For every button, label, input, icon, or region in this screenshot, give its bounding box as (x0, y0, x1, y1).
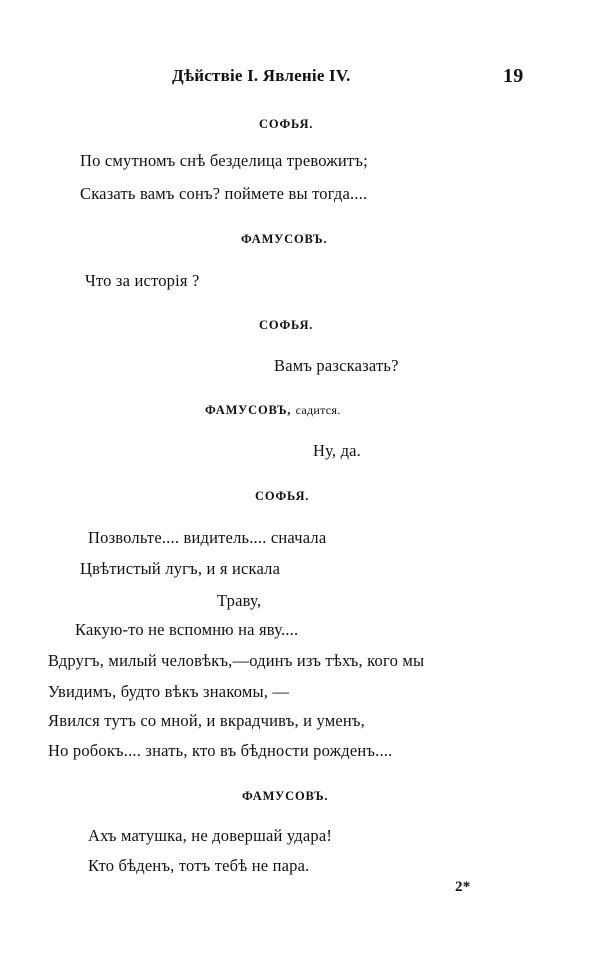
speaker-label: СОФЬЯ. (255, 489, 310, 503)
verse-line: Вдругъ, милый человѣкъ,—одинъ изъ тѣхъ, кого мы (48, 651, 425, 670)
speaker-label: СОФЬЯ. (259, 318, 314, 332)
speaker-with-direction (205, 399, 341, 420)
verse-line: Увидимъ, будто вѣкъ знакомы, — (48, 682, 290, 701)
speaker-label: ФАМУСОВЪ. (241, 232, 328, 246)
verse-line: Позвольте.... видитель.... сначала (88, 528, 327, 547)
verse-line: Но робокъ.... знать, кто въ бѣдности рожденъ.... (48, 741, 393, 760)
verse-line: Ну, да. (313, 441, 362, 460)
verse-line: Что за исторія ? (85, 271, 200, 290)
speaker-label: ФАМУСОВЪ. (242, 789, 329, 803)
speaker-label: ФАМУСОВЪ, (205, 403, 292, 417)
verse-line: Сказать вамъ сонъ? поймете вы тогда.... (80, 184, 368, 203)
signature-mark: 2* (455, 879, 471, 895)
verse-line: Какую-то не вспомню на яву.... (75, 620, 299, 639)
verse-line: Ахъ матушка, не довершай удара! (88, 826, 333, 845)
speaker-label: СОФЬЯ. (259, 117, 314, 131)
verse-line: По смутномъ снѣ безделица тревожитъ; (80, 151, 368, 170)
verse-line: Траву, (217, 591, 262, 610)
stage-direction: садится. (295, 403, 341, 417)
verse-line: Вамъ разсказать? (274, 356, 399, 375)
page-number: 19 (503, 65, 524, 87)
verse-line: Кто бѣденъ, тотъ тебѣ не пара. (88, 856, 310, 875)
running-header: Дѣйствіе I. Явленіе IV. (172, 66, 351, 85)
verse-line: Явился тутъ со мной, и вкрадчивъ, и уменъ, (48, 711, 365, 730)
verse-line: Цвѣтистый лугъ, и я искала (80, 559, 281, 578)
